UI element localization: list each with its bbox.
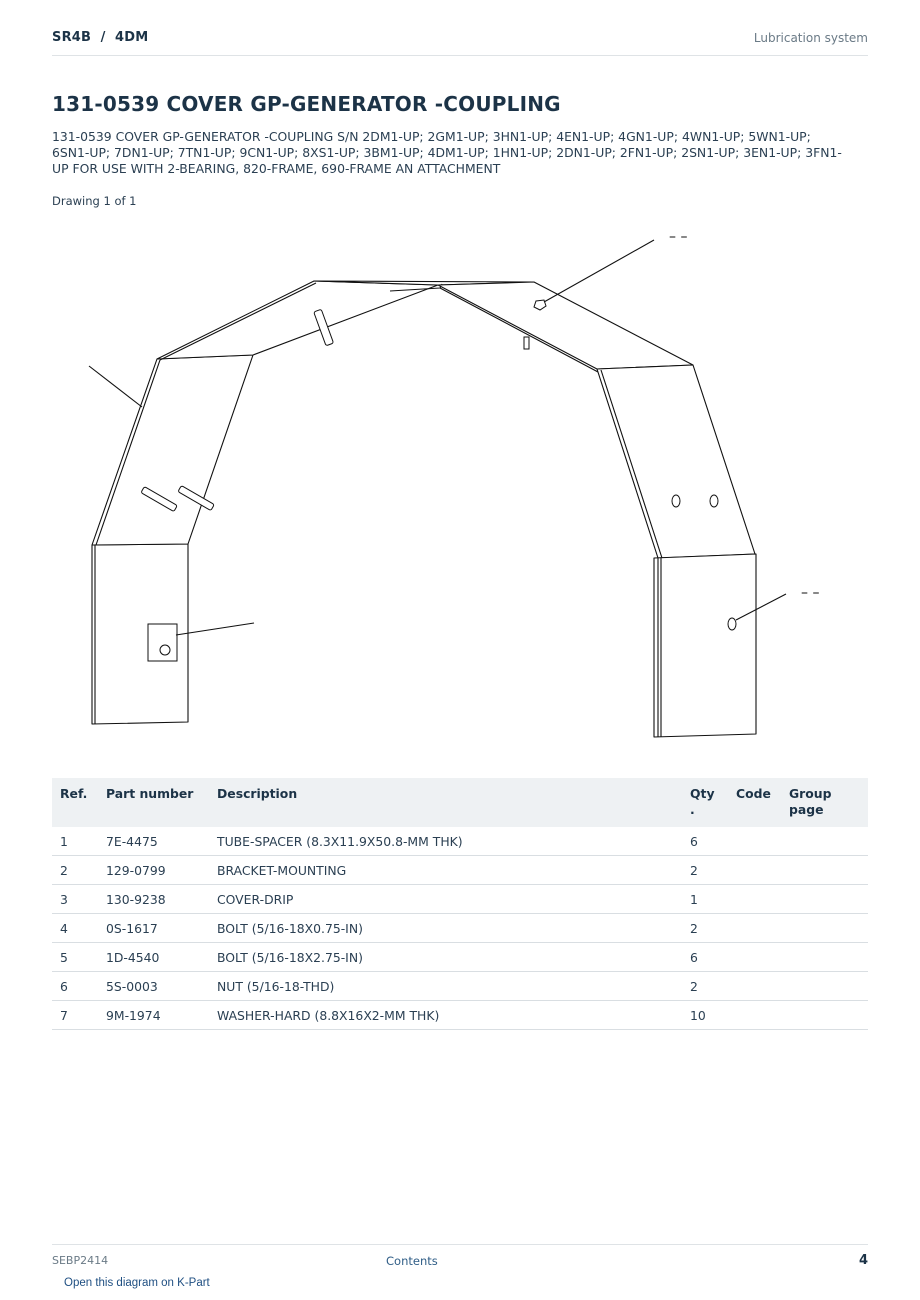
table-row bbox=[52, 1001, 868, 1030]
cell-desc: BOLT (5/16-18X2.75-IN) bbox=[209, 943, 682, 972]
cell-group bbox=[781, 1001, 868, 1030]
cell-code bbox=[728, 972, 781, 1001]
col-part: Part number bbox=[98, 778, 209, 827]
table-row bbox=[52, 972, 868, 1001]
cell-code bbox=[728, 885, 781, 914]
cell-desc: COVER-DRIP bbox=[209, 885, 682, 914]
cell-part: 130-9238 bbox=[98, 885, 209, 914]
cell-part: 129-0799 bbox=[98, 856, 209, 885]
contents-link[interactable]: Contents bbox=[386, 1254, 438, 1268]
table-row bbox=[52, 827, 868, 856]
cell-ref: 4 bbox=[52, 914, 98, 943]
cell-desc: TUBE-SPACER (8.3X11.9X50.8-MM THK) bbox=[209, 827, 682, 856]
page-number: 4 bbox=[858, 1253, 868, 1268]
cell-code bbox=[728, 943, 781, 972]
callout-right: – – bbox=[801, 585, 820, 601]
left-sloped-panel bbox=[92, 355, 253, 545]
cell-part: 9M-1974 bbox=[98, 1001, 209, 1030]
table-row bbox=[52, 914, 868, 943]
nut-right-2 bbox=[710, 495, 718, 507]
cell-qty: 6 bbox=[682, 827, 728, 856]
cell-group bbox=[781, 856, 868, 885]
cell-desc: BOLT (5/16-18X0.75-IN) bbox=[209, 914, 682, 943]
col-desc: Description bbox=[209, 778, 682, 827]
cell-ref: 7 bbox=[52, 1001, 98, 1030]
document-number: SEBP2414 bbox=[52, 1254, 109, 1267]
table-row bbox=[52, 856, 868, 885]
cell-ref: 3 bbox=[52, 885, 98, 914]
bolt-top-right bbox=[524, 337, 529, 349]
cell-qty: 1 bbox=[682, 885, 728, 914]
top-right-panel bbox=[438, 282, 693, 369]
cell-group bbox=[781, 914, 868, 943]
cell-part: 0S-1617 bbox=[98, 914, 209, 943]
cell-group bbox=[781, 885, 868, 914]
col-qty: Qty . bbox=[682, 778, 728, 827]
callout-top-right: – – bbox=[669, 229, 688, 245]
cell-qty: 2 bbox=[682, 914, 728, 943]
cell-part: 1D-4540 bbox=[98, 943, 209, 972]
cell-qty: 6 bbox=[682, 943, 728, 972]
col-code: Code bbox=[728, 778, 781, 827]
page-footer bbox=[52, 1244, 868, 1275]
cell-part: 5S-0003 bbox=[98, 972, 209, 1001]
right-sloped-panel bbox=[597, 365, 755, 558]
cell-group bbox=[781, 943, 868, 972]
cell-group bbox=[781, 972, 868, 1001]
model-label: SR4B / 4DM bbox=[52, 30, 149, 45]
table-row bbox=[52, 943, 868, 972]
cell-code bbox=[728, 856, 781, 885]
cell-qty: 2 bbox=[682, 856, 728, 885]
section-label: Lubrication system bbox=[753, 31, 868, 45]
cell-desc: NUT (5/16-18-THD) bbox=[209, 972, 682, 1001]
cell-code bbox=[728, 827, 781, 856]
cell-qty: 10 bbox=[682, 1001, 728, 1030]
cell-ref: 2 bbox=[52, 856, 98, 885]
parts-table bbox=[52, 778, 868, 1030]
cell-code bbox=[728, 914, 781, 943]
nut-right-1 bbox=[672, 495, 680, 507]
table-header-row bbox=[52, 778, 868, 827]
col-ref: Ref. bbox=[52, 778, 98, 827]
page-header bbox=[52, 28, 868, 56]
nut-right-lower bbox=[728, 618, 736, 630]
right-lower-panel bbox=[654, 554, 756, 737]
cell-qty: 2 bbox=[682, 972, 728, 1001]
cell-ref: 6 bbox=[52, 972, 98, 1001]
cell-ref: 1 bbox=[52, 827, 98, 856]
cell-code bbox=[728, 1001, 781, 1030]
page-subtitle: 131-0539 COVER GP-GENERATOR -COUPLING S/N 2DM1-UP; 2GM1-UP; 3HN1-UP; 4EN1-UP; 4GN1-UP; 4WN1-UP; 5WN1-UP; 6SN1-UP; 7DN1-UP; 7TN1-UP; 9CN1-UP; 8XS1-UP; 3BM1-UP; 4DM1-UP; 1HN1-UP; 2DN1-UP; 2FN1-UP; 2SN1-UP; 3EN1-UP; 3FN1-UP FOR USE WITH 2-BEARING, 820-FRAME, 690-FRAME AN ATTACHMENT bbox=[52, 129, 842, 176]
cell-group bbox=[781, 827, 868, 856]
kpart-link[interactable]: Open this diagram on K-Part bbox=[64, 1277, 210, 1289]
cell-desc: BRACKET-MOUNTING bbox=[209, 856, 682, 885]
col-group: Group page bbox=[781, 778, 868, 827]
cell-desc: WASHER-HARD (8.8X16X2-MM THK) bbox=[209, 1001, 682, 1030]
bracket bbox=[148, 624, 177, 661]
parts-diagram bbox=[52, 222, 868, 752]
bracket-bolt bbox=[160, 645, 170, 655]
table-row bbox=[52, 885, 868, 914]
drawing-label: Drawing 1 of 1 bbox=[52, 194, 137, 208]
cell-part: 7E-4475 bbox=[98, 827, 209, 856]
cell-ref: 5 bbox=[52, 943, 98, 972]
page-title: 131-0539 COVER GP-GENERATOR -COUPLING bbox=[52, 92, 561, 116]
